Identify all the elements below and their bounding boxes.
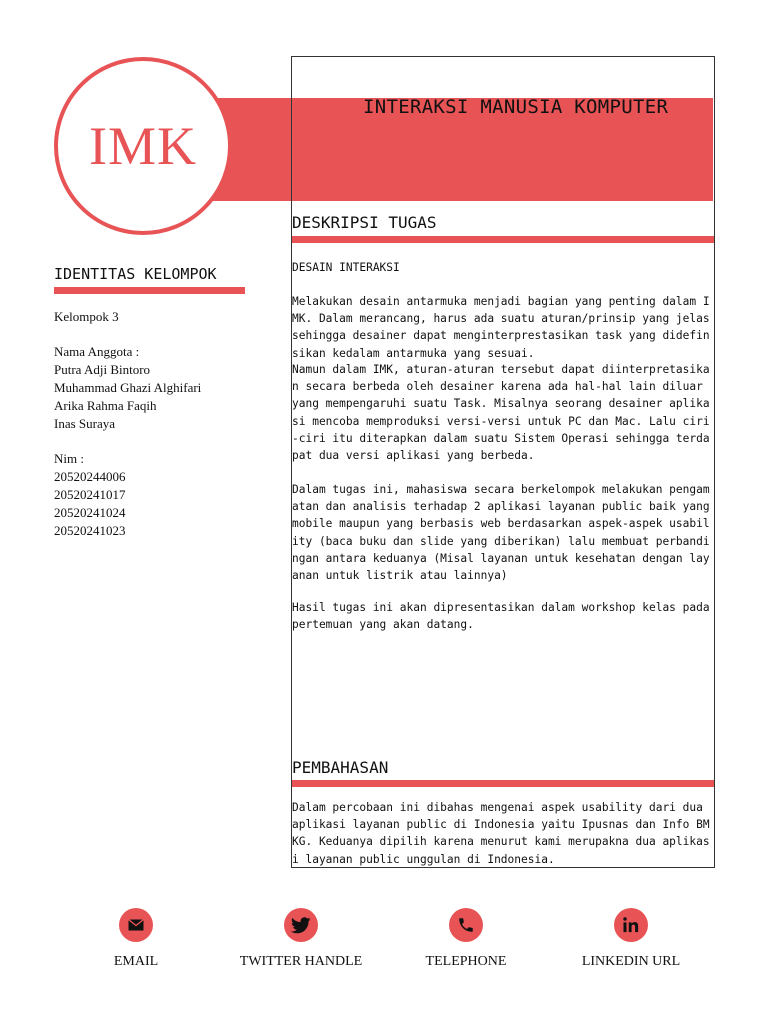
members-label: Nama Anggota : [54, 344, 140, 359]
contact-label-telephone: TELEPHONE [425, 954, 507, 969]
logo-text: IMK [89, 116, 197, 176]
section-heading-deskripsi: DESKRIPSI TUGAS [292, 213, 437, 232]
deskripsi-paragraph-3: Dalam tugas ini, mahasiswa secara berkelompok melakukan pengamatan dan analisis terhadap 2 aplikasi layanan public baik yang mobile maupun yang berbasis web berdasarkan aspek-aspek usability (baca buku dan slide yang diberikan) lalu membuat perbandingan antara keduanya (Misal layanan untuk kesehatan dengan layanan untuk listrik atau lainnya) [292, 483, 710, 583]
nim-label: Nim : [54, 451, 84, 466]
contact-label-email: EMAIL [113, 954, 159, 969]
section-rule-pembahasan [292, 780, 714, 787]
deskripsi-paragraph-2: Namun dalam IMK, aturan-aturan tersebut dapat diinterpretasikan secara berbeda oleh desainer karena ada hal-hal lain diluar yang mempengaruhi suatu Task. Misalnya seorang desainer aplikasi mencoba memproduksi versi-versi untuk PC dan Mac. Lalu ciri-ciri itu diterapkan dalam suatu Sistem Operasi sehingga terdapat dua versi aplikasi yang berbeda. [292, 363, 710, 463]
logo-circle [54, 57, 232, 235]
pembahasan-paragraph-1: Dalam percobaan ini dibahas mengenai aspek usability dari dua aplikasi layanan public di Indonesia yaitu Ipusnas dan Info BMKG. Keduanya dipilih karena menurut kami merupakna dua aplikasi layanan public unggulan di Indonesia. [292, 801, 710, 866]
contact-label-twitter: TWITTER HANDLE [239, 954, 363, 969]
nim-value: 20520241024 [54, 505, 126, 520]
linkedin-icon [614, 908, 648, 942]
document-title: INTERAKSI MANUSIA KOMPUTER [363, 96, 669, 118]
contact-linkedin[interactable] [561, 908, 701, 970]
sidebar-rule [54, 287, 245, 294]
deskripsi-subtitle: DESAIN INTERAKSI [292, 261, 400, 274]
group-name: Kelompok 3 [54, 309, 119, 324]
member-name: Muhammad Ghazi Alghifari [54, 380, 202, 395]
member-name: Putra Adji Bintoro [54, 362, 151, 377]
email-icon [119, 908, 153, 942]
contact-twitter[interactable] [231, 908, 371, 970]
twitter-icon [284, 908, 318, 942]
nim-value: 20520241017 [54, 487, 126, 502]
sidebar-heading: IDENTITAS KELOMPOK [54, 265, 217, 283]
deskripsi-paragraph-4: Hasil tugas ini akan dipresentasikan dalam workshop kelas pada pertemuan yang akan datang. [292, 601, 710, 632]
contact-label-linkedin: LINKEDIN URL [581, 954, 681, 969]
phone-icon [449, 908, 483, 942]
section-rule-deskripsi [292, 236, 714, 243]
contact-telephone[interactable] [396, 908, 536, 970]
deskripsi-paragraph-1: Melakukan desain antarmuka menjadi bagian yang penting dalam IMK. Dalam merancang, harus ada suatu aturan/prinsip yang jelas sehingga desainer dapat menginterprestasikan task yang didefinsikan kedalam antarmuka yang sesuai. [292, 295, 710, 360]
section-heading-pembahasan: PEMBAHASAN [292, 758, 389, 777]
member-name: Inas Suraya [54, 416, 116, 431]
nim-value: 20520241023 [54, 523, 126, 538]
nim-value: 20520244006 [54, 469, 126, 484]
contact-email[interactable] [66, 908, 206, 970]
member-name: Arika Rahma Faqih [54, 398, 157, 413]
